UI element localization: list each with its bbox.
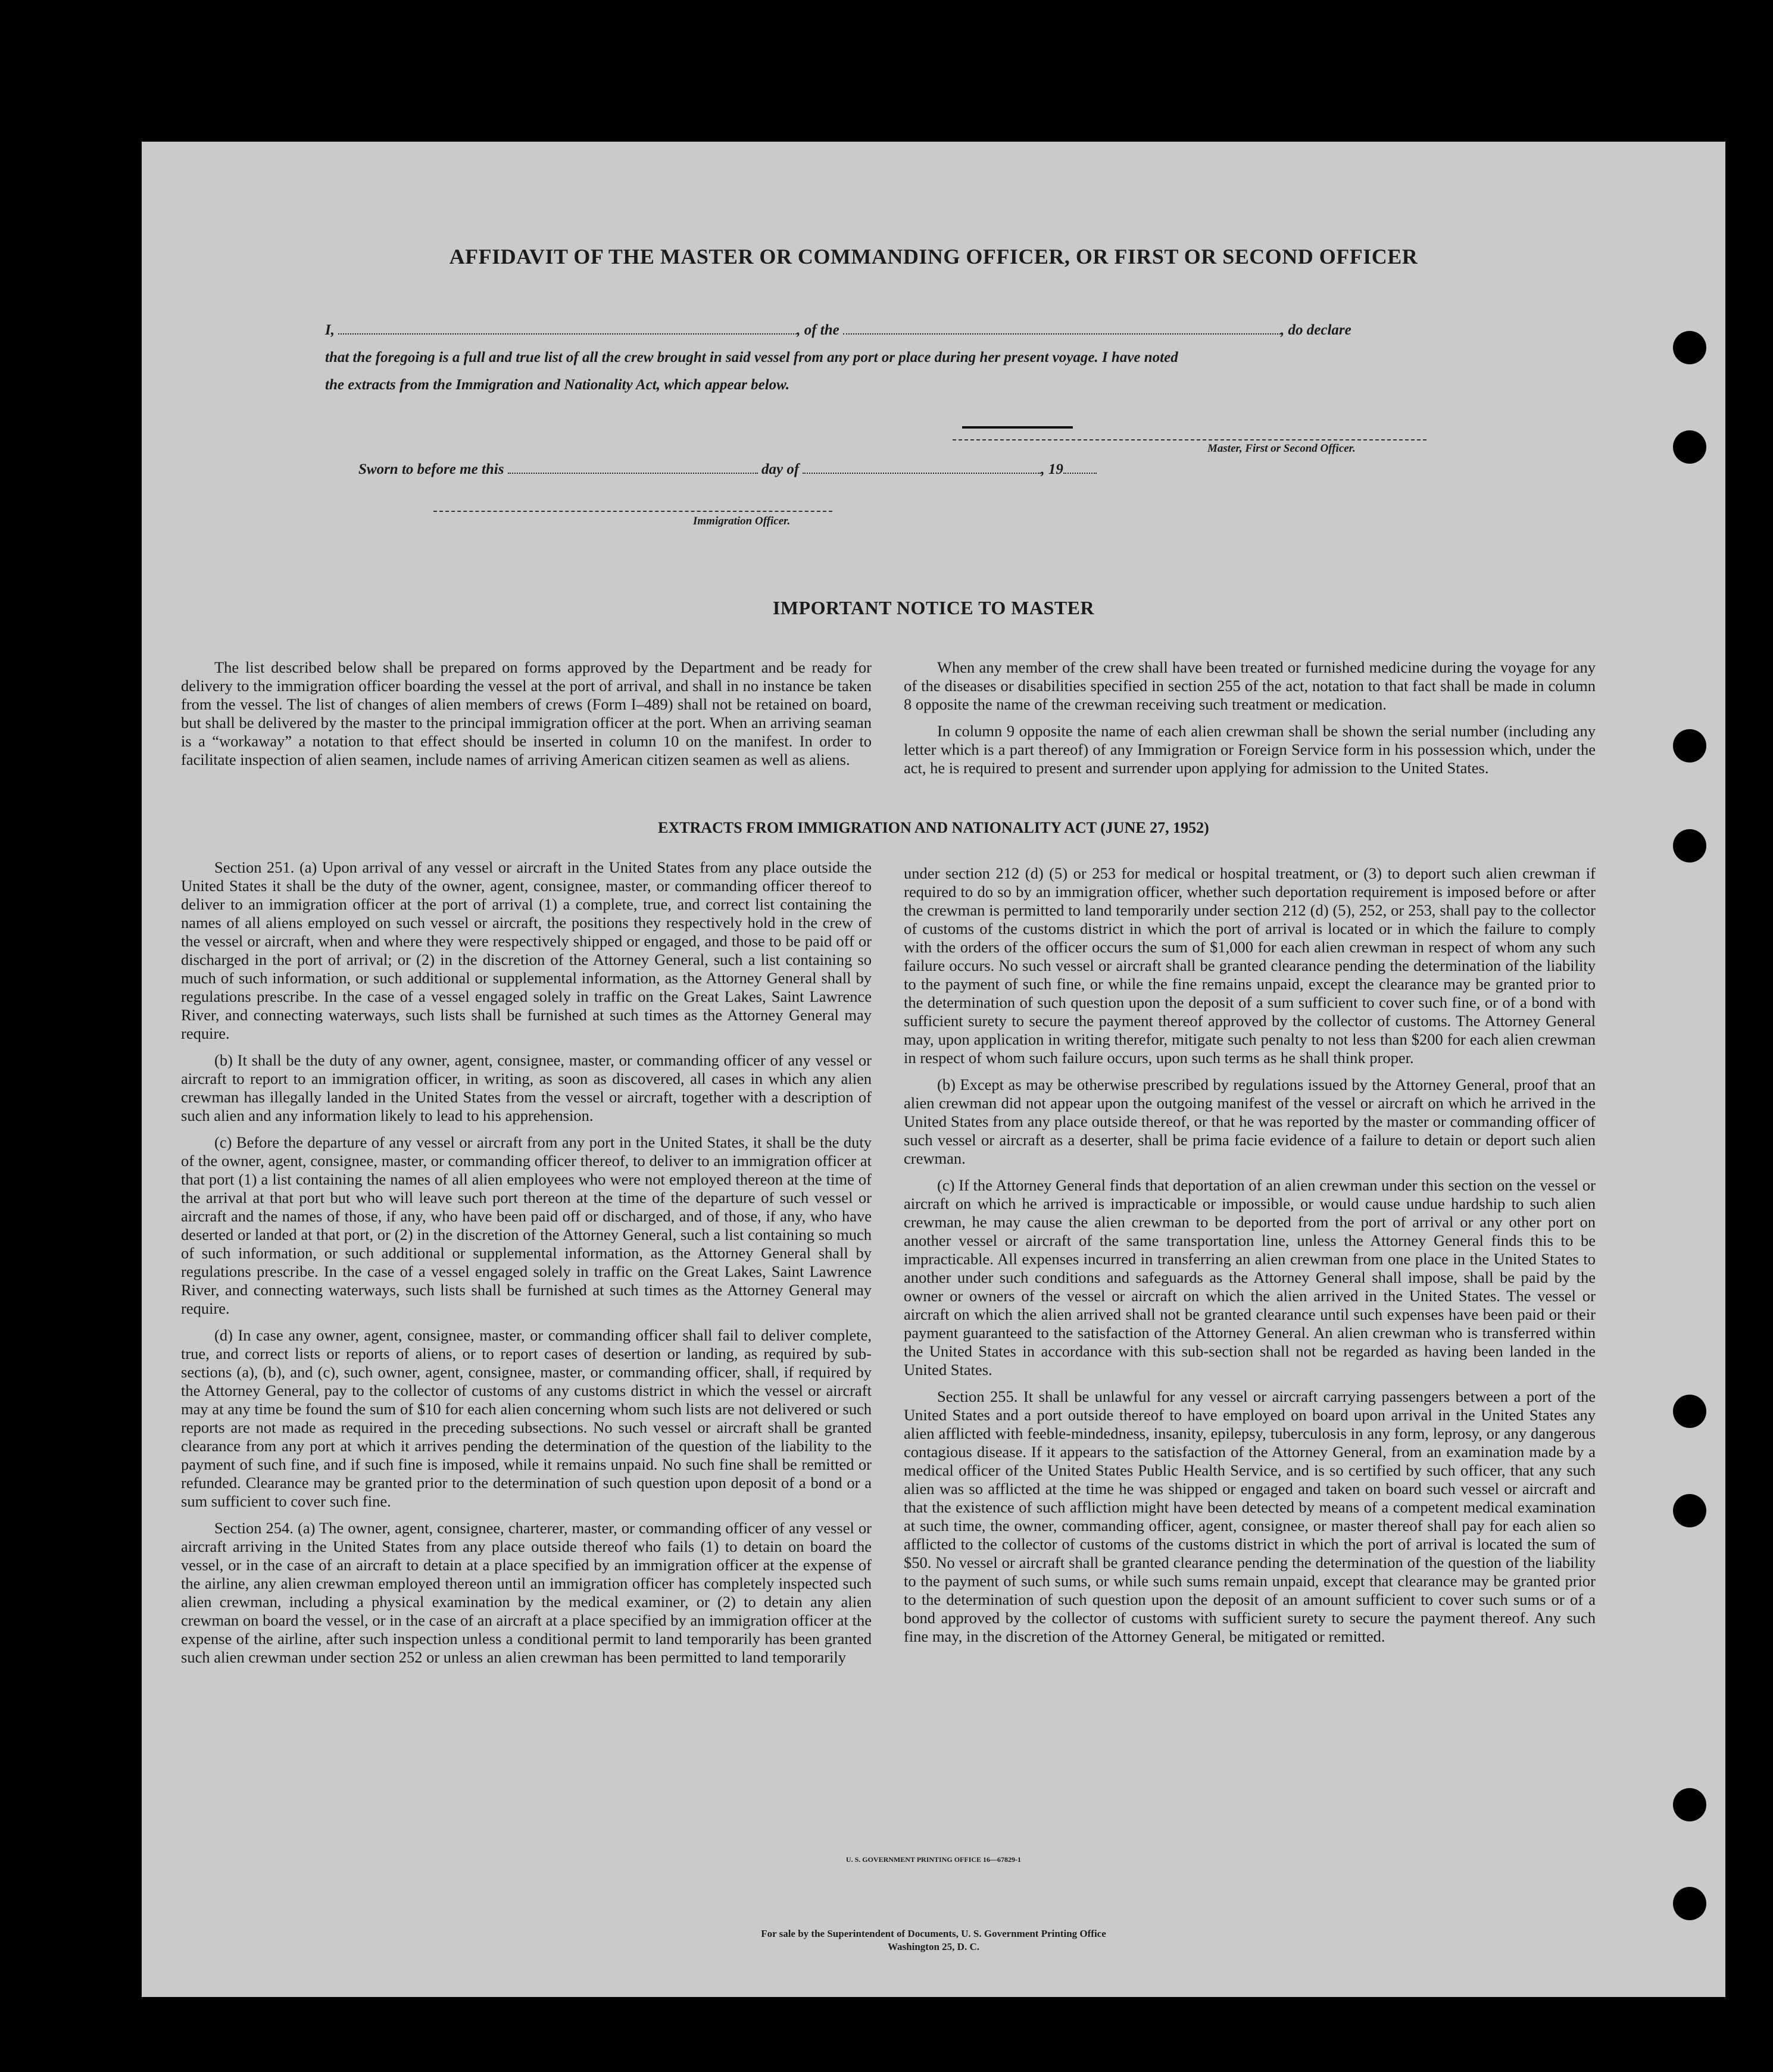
affidavit-declaration-line <box>325 318 1575 343</box>
of-the-label: , of the <box>797 322 839 338</box>
punch-hole <box>1673 331 1706 364</box>
act-section-paragraph: (b) It shall be the duty of any owner, agent, consignee, master, or commanding officer of any vessel or aircraft to report to an immigration officer, in writing, as soon as discovered, all cases in which any alien crewman has illegally landed in the United States from the vessel or aircraft, together with a description of such alien and any information likely to lead to his apprehension. <box>181 1051 872 1124</box>
sworn-month-field[interactable] <box>803 460 1041 474</box>
punch-hole <box>1673 430 1706 464</box>
punch-hole <box>1673 1788 1706 1821</box>
notice-title: IMPORTANT NOTICE TO MASTER <box>772 597 1095 618</box>
declarant-label: I, <box>325 322 335 338</box>
printing-office-imprint: U. S. GOVERNMENT PRINTING OFFICE 16—67829-1 <box>845 1855 1022 1864</box>
act-section-paragraph: (c) Before the departure of any vessel or aircraft from any port in the United States, it shall be the duty of the owner, agent, consignee, master, or commanding officer thereof, to deliver to an immigration officer at that port (1) a list containing the names of all alien employees who were not employed thereon at the time of the arrival at that port but who will leave such port thereon at the time of the departure of such vessel or aircraft and the names of those, if any, who have been paid off or discharged, and of those, if any, who have deserted or landed at that port, or (2) in the discretion of the Attorney General, such a list containing so much of such information, or such additional or supplemental information, as the Attorney General shall by regulations prescribe. In the case of a vessel engaged solely in traffic on the Great Lakes, Saint Lawrence River, and connecting waterways, such lists shall be furnished at such times as the Attorney General may require. <box>181 1133 872 1317</box>
sale-notice-line-2: Washington 25, D. C. <box>888 1941 979 1952</box>
affidavit-text-line-2: that the foregoing is a full and true list of all the crew brought in said vessel from any port or place during her present voyage. I have noted <box>325 349 1178 365</box>
act-section-paragraph: (b) Except as may be otherwise prescribed by regulations issued by the Attorney General, proof that an alien crewman did not appear upon the outgoing manifest of the vessel or aircraft on which he arrived in the United States from any place outside thereof, or that he was reported by the master or commanding officer of such vessel or aircraft as a deserter, shall be prima facie evidence of a failure to detain or deport such alien crewman. <box>904 1076 1596 1167</box>
declare-label: , do declare <box>1281 322 1351 338</box>
extracts-title: EXTRACTS FROM IMMIGRATION AND NATIONALITY ACT (JUNE 27, 1952) <box>658 819 1209 836</box>
notice-paragraph: In column 9 opposite the name of each alien crewman shall be shown the serial number (including any letter which is a part thereof) of any Immigration or Foreign Service form in his possession which, under the act, he is required to present and surrender upon applying for admission to the United States. <box>904 722 1596 777</box>
declarant-name-field[interactable] <box>338 320 797 335</box>
immigration-officer-signature-line[interactable] <box>433 511 832 512</box>
punch-hole <box>1673 1494 1706 1527</box>
act-section-paragraph: under section 212 (d) (5) or 253 for medical or hospital treatment, or (3) to deport such alien crewman if required to do so by an immigration officer, whether such deportation requirement is imposed before or after the crewman is permitted to land temporarily under section 212 (d) (5), 252, or 253, shall pay to the collector of customs of the customs district in which the port of arrival is located or in which the failure to comply with the orders of the officer occurs the sum of $1,000 for each alien crewman in respect of whom any such failure occurs. No such vessel or aircraft shall be granted clearance pending the determination of the liability to the payment of such fine, or while the fine remains unpaid, except the clearance may be granted prior to the determination of such question upon the deposit of a sum sufficient to cover such fine, or of a bond with sufficient surety to secure the payment thereof approved by the collector of customs. The Attorney General may, upon application in writing therefor, mitigate such penalty to not less than $200 for each alien crewman in respect of whom such failure occurs, upon such terms as he shall think proper. <box>904 864 1596 1067</box>
title-rule <box>962 426 1073 429</box>
punch-hole <box>1673 729 1706 762</box>
affidavit-text-line-3: the extracts from the Immigration and Nationality Act, which appear below. <box>325 377 790 393</box>
act-section-paragraph: Section 251. (a) Upon arrival of any vessel or aircraft in the United States from any place outside the United States it shall be the duty of the owner, agent, consignee, master, or commanding officer thereof to deliver to an immigration officer at the port of arrival (1) a complete, true, and correct list containing the names of all aliens employed on such vessel or aircraft, the positions they respectively hold in the crew of the vessel or aircraft, when and where they were respectively shipped or engaged, and those to be paid off or discharged in the port of arrival; or (2) in the discretion of the Attorney General, such a list containing so much of such information, or such additional or supplemental information, as the Attorney General shall by regulations prescribe. In the case of a vessel engaged solely in traffic on the Great Lakes, Saint Lawrence River, and connecting waterways, such lists shall be furnished at such times as the Attorney General may require. <box>181 858 872 1042</box>
sworn-line <box>358 457 1097 482</box>
punch-hole <box>1673 1887 1706 1920</box>
notice-right-column <box>904 658 1596 786</box>
vessel-name-field[interactable] <box>843 320 1281 335</box>
affidavit-title: AFFIDAVIT OF THE MASTER OR COMMANDING OFFICER, OR FIRST OR SECOND OFFICER <box>449 245 1418 268</box>
notice-left-column <box>181 658 872 777</box>
extracts-left-column <box>181 858 872 1675</box>
act-section-paragraph: (d) In case any owner, agent, consignee, master, or commanding officer shall fail to deliver complete, true, and correct lists or reports of aliens, or to report cases of desertion or landing, as required by sub-sections (a), (b), and (c), such owner, agent, consignee, master, or commanding officer, shall, if required by the Attorney General, pay to the collector of customs of any customs district in which the vessel or aircraft may at any time be found the sum of $10 for each alien concerning whom such lists are not delivered or such reports are not made as required in the preceding subsections. No such vessel or aircraft shall be granted clearance from any port at which it arrives pending the determination of the question of the liability to the payment of such fine, and if such fine is imposed, while it remains unpaid. No such fine shall be remitted or refunded. Clearance may be granted prior to the determination of such question upon deposit of a bond or a sum sufficient to cover such fine. <box>181 1326 872 1510</box>
act-section-paragraph: Section 254. (a) The owner, agent, consignee, charterer, master, or commanding officer of any vessel or aircraft arriving in the United States from any place outside thereof who fails (1) to detain on board the vessel, or in the case of an aircraft to detain at a place specified by an immigration officer at the expense of the airline, any alien crewman employed thereon until an immigration officer has completely inspected such alien crewman, including a physical examination by the medical examiner, or (2) to detain any alien crewman on board the vessel, or in the case of an aircraft at a place specified by an immigration officer at the expense of the airline, after such inspection unless a conditional permit to land temporarily has been granted such alien crewman under section 252 or unless an alien crewman has been permitted to land temporarily <box>181 1519 872 1666</box>
immigration-officer-label: Immigration Officer. <box>693 515 791 527</box>
punch-hole <box>1673 1395 1706 1428</box>
extracts-right-column <box>904 864 1596 1654</box>
sworn-year-field[interactable] <box>1063 460 1097 474</box>
sworn-day-field[interactable] <box>508 460 758 474</box>
document-sheet <box>142 142 1725 1997</box>
master-signature-line[interactable] <box>953 439 1426 440</box>
sworn-label: Sworn to before me this <box>358 461 504 477</box>
notice-paragraph: The list described below shall be prepared on forms approved by the Department and be ready for delivery to the immigration officer boarding the vessel at the port of arrival, and shall in no instance be taken from the vessel. The list of changes of alien members of crews (Form I–489) shall not be retained on board, but shall be delivered by the master to the principal immigration officer at the port. When an arriving seaman is a “workaway” a notation to that effect should be inserted in column 10 on the manifest. In order to facilitate inspection of alien seamen, include names of arriving American citizen seamen as well as aliens. <box>181 658 872 768</box>
year-label: , 19 <box>1041 461 1063 477</box>
act-section-paragraph: (c) If the Attorney General finds that deportation of an alien crewman under this section on the vessel or aircraft on which he arrived is impracticable or impossible, or would cause undue hardship to such alien crewman, he may cause the alien crewman to be deported from the port of arrival or any other port on another vessel or aircraft of the same transportation line, unless the Attorney General finds this to be impracticable. All expenses incurred in transferring an alien crewman from one place in the United States to another under such conditions and safeguards as the Attorney General shall impose, shall be paid by the owner or owners of the vessel or aircraft on which the alien arrived in the United States. The vessel or aircraft on which the alien arrived shall not be granted clearance until such expenses have been paid or their payment guaranteed to the satisfaction of the Attorney General. An alien crewman who is transferred within the United States in accordance with this sub-section shall not be regarded as having been landed in the United States. <box>904 1176 1596 1379</box>
master-signature-label: Master, First or Second Officer. <box>1207 442 1356 455</box>
sale-notice-line-1: For sale by the Superintendent of Documents, U. S. Government Printing Office <box>761 1928 1106 1939</box>
notice-paragraph: When any member of the crew shall have been treated or furnished medicine during the voyage for any of the diseases or disabilities specified in section 255 of the act, notation to that fact shall be made in column 8 opposite the name of the crewman receiving such treatment or medication. <box>904 658 1596 713</box>
act-section-paragraph: Section 255. It shall be unlawful for any vessel or aircraft carrying passengers between a port of the United States and a port outside thereof to have employed on board upon arrival in the United States any alien afflicted with feeble-mindedness, insanity, epilepsy, tuberculosis in any form, leprosy, or any dangerous contagious disease. If it appears to the satisfaction of the Attorney General, from an examination made by a medical officer of the United States Public Health Service, and is so certified by such officer, that any such alien was so afflicted at the time he was shipped or engaged and taken on board such vessel or aircraft and that the existence of such affliction might have been detected by means of a competent medical examination at such time, the owner, commanding officer, agent, consignee, or master thereof shall pay for each alien so afflicted to the collector of customs of the customs district in which the port of arrival is located the sum of $50. No vessel or aircraft shall be granted clearance pending the determination of the question of the liability to the payment of such sums, or while such sums remain unpaid, except that clearance may be granted prior to the determination of such question upon the deposit of an amount sufficient to cover such sums or of a bond approved by the collector of customs with sufficient surety to secure the payment thereof. Any such fine may, in the discretion of the Attorney General, be mitigated or remitted. <box>904 1387 1596 1645</box>
day-of-label: day of <box>761 461 800 477</box>
